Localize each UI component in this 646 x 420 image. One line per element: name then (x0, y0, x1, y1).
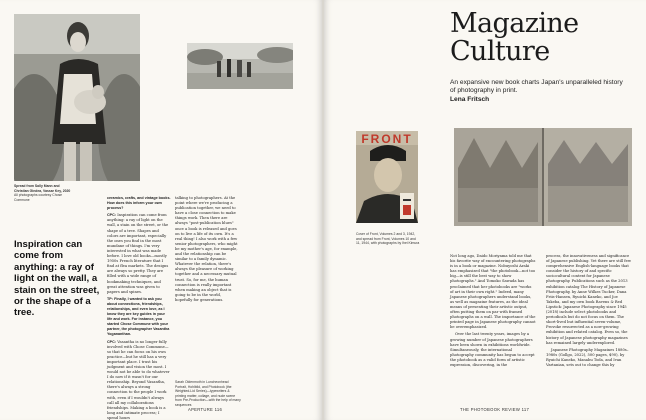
article-title (450, 10, 579, 66)
right-column-b-paragraph-2: Japanese Photography Magazines 1880s–1980s (Gollgo, 2022), 500 pages, $90), by Ryuichi Kaneko, Manabu Toda, and Ivan Vartanian, sets out to change this by (546, 347, 629, 367)
left-folio: APERTURE 116 (188, 407, 223, 412)
front-spread-image (454, 128, 632, 226)
question-2: TP: Finally, I wanted to ask you about connections, friendships, relationships, and even love, as I know they are key guides in your life and work. For instance, you started Chose Commune with your partner, the photographer Vasantha Yogananthan. (107, 296, 170, 337)
right-column-b (546, 254, 632, 370)
question-1: ceramics, crafts, and vintage books. How does this inform your own process? (107, 196, 171, 211)
answer-2: CPC: Vasantha is no longer fully involved with Chose Commune—so that he can focus on his own practice—but he still has a very important place. I trust his judgment and vision the most. I would not be able to do whatever I do now if it wasn't for our relationship. Beyond Vasantha, there's always a strong connection to the people I work with, even if I wouldn't always call all my collaborations friendships. Making a book is a long and intimate process; I spend hours (107, 339, 170, 420)
article-deck: An expansive new book charts Japan's unparalleled history of photography in print. (450, 79, 623, 95)
left-column-b (175, 196, 239, 305)
pull-quote: Inspiration can come from anything: a ray of light on the wall, a stain on the street, or the shape of a tree. (14, 239, 100, 319)
title-line-2: Culture (450, 36, 550, 67)
portrait-photo (14, 14, 140, 181)
left-bottom-caption: Sarah Oldenmoth in Luncheonhead Portrait, Hohlbild, and Photobook (the Weighted-Lid Series)—typewriters & printing matter, collage, and nude scene from Pre-Production—with the help of many sequences (175, 380, 241, 407)
title-line-1: Magazine (450, 8, 579, 39)
article-author: Lena Fritsch (450, 96, 490, 103)
answer-1: CPC: Inspiration can come from anything: a ray of light on the wall, a stain on the street, or the shape of a tree. Shapes and colors are important, especially the ones you find in the most mundane of things. I'm very interested in what was made before. I love old books—mostly 1950s French literature that I find at flea markets. The designs are always so pretty. They are filled with a wide range of bookmaking techniques, and great attention was given to papers and spines. (107, 213, 169, 294)
right-page (324, 0, 646, 420)
front-cover-title: FRONT (361, 132, 413, 146)
right-column-a-paragraph-1: Not long ago, Daido Moriyama told me that his favorite way of encountering photographs is in a book or magazine. Nobuyoshi Araki has emphasized that "the photobook—not too big—is still the best way to show photographs." And Tomoko Sawada has proclaimed that her photobooks are "works of art in their own right." Indeed, many Japanese photographers understand books, as well as magazine features, as the ideal means of presenting their artistic output, often putting them on par with framed photographs on a wall. The importance of the printed page in Japanese photography cannot be overemphasized. (450, 254, 536, 330)
right-column-a (450, 254, 536, 370)
left-column-b-text: talking to photographers. At the point where we're producing a publication together, we need to have a close connection to make things work. Then there are always "post-publication blues" once a book is released and goes on to live a life of its own. It's a real thing! I also work with a few senior photographers, who might be my mother's age, for example, and the relationship can be similar to a family dynamic. Whatever the relation, there's always the pleasure of working together and a necessary mutual trust. So, for me, the human connection is really important when making an object that is going to be in the world, hopefully for generations. (175, 196, 238, 302)
caption-note: All photographs courtesy Chose Commune (14, 193, 63, 202)
right-column-a-paragraph-2: Over the last twenty years, images by a growing number of Japanese photographers have been shown in exhibitions worldwide. Simultaneously, the international photography community has begun to accept the photobook as a valid form of artistic expression, discovering, in the (450, 332, 535, 367)
caption-title: Spread from Sally Mann and Christian Gindea, Vassar Key, 2020 (14, 184, 71, 193)
portrait-caption (14, 184, 74, 202)
right-folio: THE PHOTOBOOK REVIEW 117 (460, 407, 530, 412)
left-page (0, 0, 322, 420)
front-cover-image (356, 131, 418, 223)
right-caption: Cover of Front, Volumes 2 and 3, 1942, and spread from Front, Volumes 10 and 11, 1944, with photographs by Ihei Kimura (356, 232, 420, 246)
left-column-a (107, 196, 171, 420)
field-photo (187, 43, 293, 89)
right-column-b-paragraph-1: process, the innovativeness and significance of Japanese publishing. Yet there are still few comprehensive English-language books that consider the history of and specific sociocultural context for Japanese photography. Publications such as the 2013 exhibition catalog The History of Japanese Photography, by Anne Wilkes Tucker, Dana Friis-Hansen, Ryuichi Kaneko, and Joe Takeba, and my own book Ravens & Red Lipstick: Japanese Photography since 1945 (2018) include select photobooks and periodicals but do not focus on them. The short-lived but influential seven-volume, Provoke resurrected as a now-growing exhibition and related catalog. Even so, the history of Japanese photography magazines has remained largely underexplored. (546, 254, 631, 345)
